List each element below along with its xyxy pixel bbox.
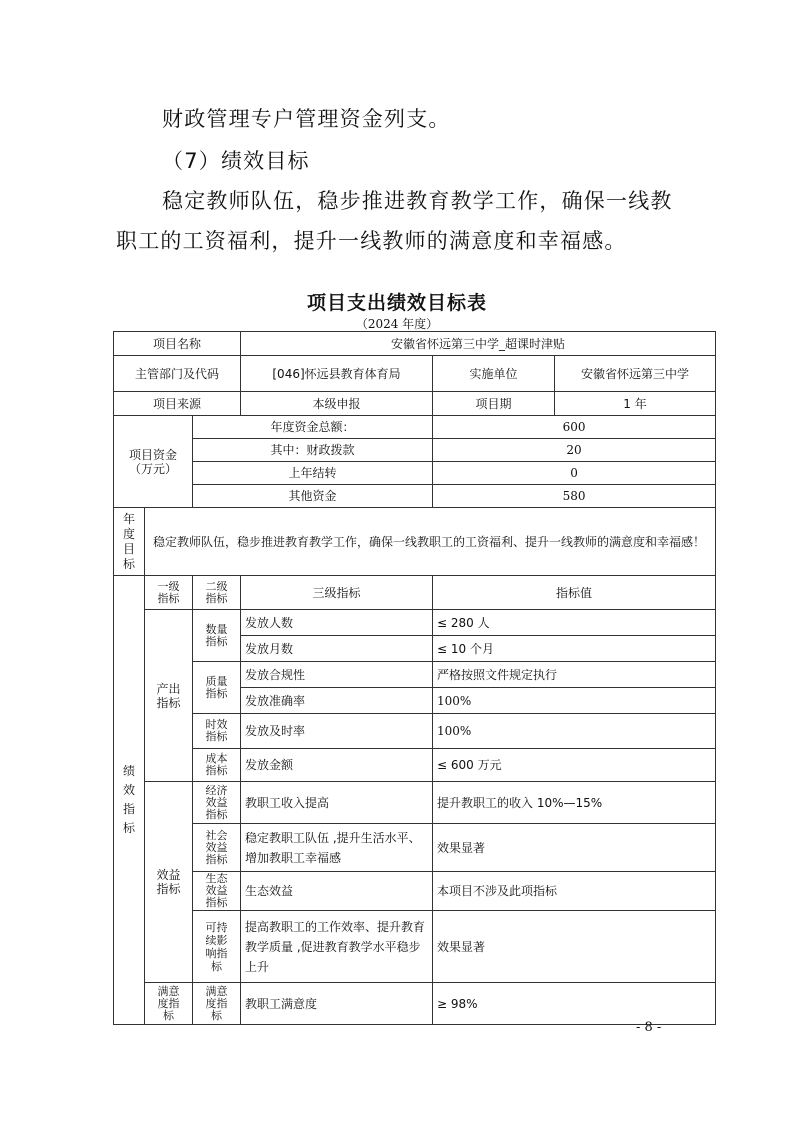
cost-label: 成本指标 (193, 749, 241, 782)
period-value: 1 年 (555, 392, 716, 416)
row-g1-name: 生态效益 (241, 872, 433, 911)
row-g1-value: 本项目不涉及此项指标 (433, 872, 716, 911)
quantity-label: 数量指标 (193, 610, 241, 662)
funds-carryover-label: 上年结转 (193, 462, 433, 485)
impl-label: 实施单位 (433, 356, 555, 392)
performance-table (113, 331, 716, 1025)
timeliness-label: 时效指标 (193, 714, 241, 749)
row-u1-value: 效果显著 (433, 911, 716, 983)
source-label: 项目来源 (114, 392, 241, 416)
funds-carryover-value: 0 (433, 462, 716, 485)
funds-other-value: 580 (433, 485, 716, 508)
row-q2-name: 发放月数 (241, 636, 433, 662)
row-e1-name: 教职工收入提高 (241, 782, 433, 824)
source-value: 本级申报 (241, 392, 433, 416)
row-q1-name: 发放人数 (241, 610, 433, 636)
row-u1-name: 提高教职工的工作效率、提升教育教学质量 ,促进教育教学水平稳步上升 (241, 911, 433, 983)
table-year: （2024 年度） (355, 317, 439, 331)
indicators-label: 绩效指标 (114, 576, 145, 1025)
row-e1-value: 提升教职工的收入 10%—15% (433, 782, 716, 824)
row-q1-value: ≤ 280 人 (433, 610, 716, 636)
ecological-label: 生态效益指标 (193, 872, 241, 911)
funds-total-value: 600 (433, 416, 716, 439)
row-c1-value: ≤ 600 万元 (433, 749, 716, 782)
table-title: 项目支出绩效目标表 (306, 292, 487, 314)
dept-label: 主管部门及代码 (114, 356, 241, 392)
row-ql1-name: 发放合规性 (241, 662, 433, 688)
header-level1: 一级指标 (145, 576, 193, 610)
period-label: 项目期 (433, 392, 555, 416)
project-name-label: 项目名称 (114, 332, 241, 356)
row-q2-value: ≤ 10 个月 (433, 636, 716, 662)
page-number: - 8 - (636, 1020, 662, 1035)
header-value: 指标值 (433, 576, 716, 610)
satisfaction-l1-label: 满意度指标 (145, 983, 193, 1025)
sustainable-label: 可持续影响指标 (193, 911, 241, 983)
body-line-1: 财政管理专户管理资金列支。 (162, 107, 451, 131)
header-level3: 三级指标 (241, 576, 433, 610)
row-m1-value: ≥ 98% (433, 983, 716, 1025)
benefit-indicators-label: 效益指标 (145, 782, 193, 983)
funds-label: 项目资金（万元） (114, 416, 193, 508)
row-ql2-value: 100% (433, 688, 716, 714)
impl-value: 安徽省怀远第三中学 (555, 356, 716, 392)
quality-label: 质量指标 (193, 662, 241, 714)
row-ql2-name: 发放准确率 (241, 688, 433, 714)
annual-goal-label: 年度目标 (114, 508, 145, 576)
row-ql1-value: 严格按照文件规定执行 (433, 662, 716, 688)
output-indicators-label: 产出指标 (145, 610, 193, 782)
row-s1-name: 稳定教职工队伍 ,提升生活水平、增加教职工幸福感 (241, 824, 433, 872)
funds-other-label: 其他资金 (193, 485, 433, 508)
funds-fiscal-label: 其中：财政拨款 (193, 439, 433, 462)
body-line-4: 职工的工资福利，提升一线教师的满意度和幸福感。 (116, 229, 627, 253)
header-level2: 二级指标 (193, 576, 241, 610)
satisfaction-l2-label: 满意度指标 (193, 983, 241, 1025)
body-line-3: 稳定教师队伍，稳步推进教育教学工作，确保一线教 (162, 189, 673, 213)
row-s1-value: 效果显著 (433, 824, 716, 872)
funds-fiscal-value: 20 (433, 439, 716, 462)
annual-goal: 稳定教师队伍，稳步推进教育教学工作，确保一线教职工的工资福利、提升一线教师的满意度和幸福感！ (145, 508, 716, 576)
row-c1-name: 发放金额 (241, 749, 433, 782)
economic-label: 经济效益指标 (193, 782, 241, 824)
row-t1-name: 发放及时率 (241, 714, 433, 749)
row-m1-name: 教职工满意度 (241, 983, 433, 1025)
dept-value: [046]怀远县教育体育局 (241, 356, 433, 392)
funds-total-label: 年度资金总额： (193, 416, 433, 439)
project-name: 安徽省怀远第三中学_超课时津贴 (241, 332, 716, 356)
social-label: 社会效益指标 (193, 824, 241, 872)
section-heading: （7）绩效目标 (162, 149, 310, 173)
row-t1-value: 100% (433, 714, 716, 749)
